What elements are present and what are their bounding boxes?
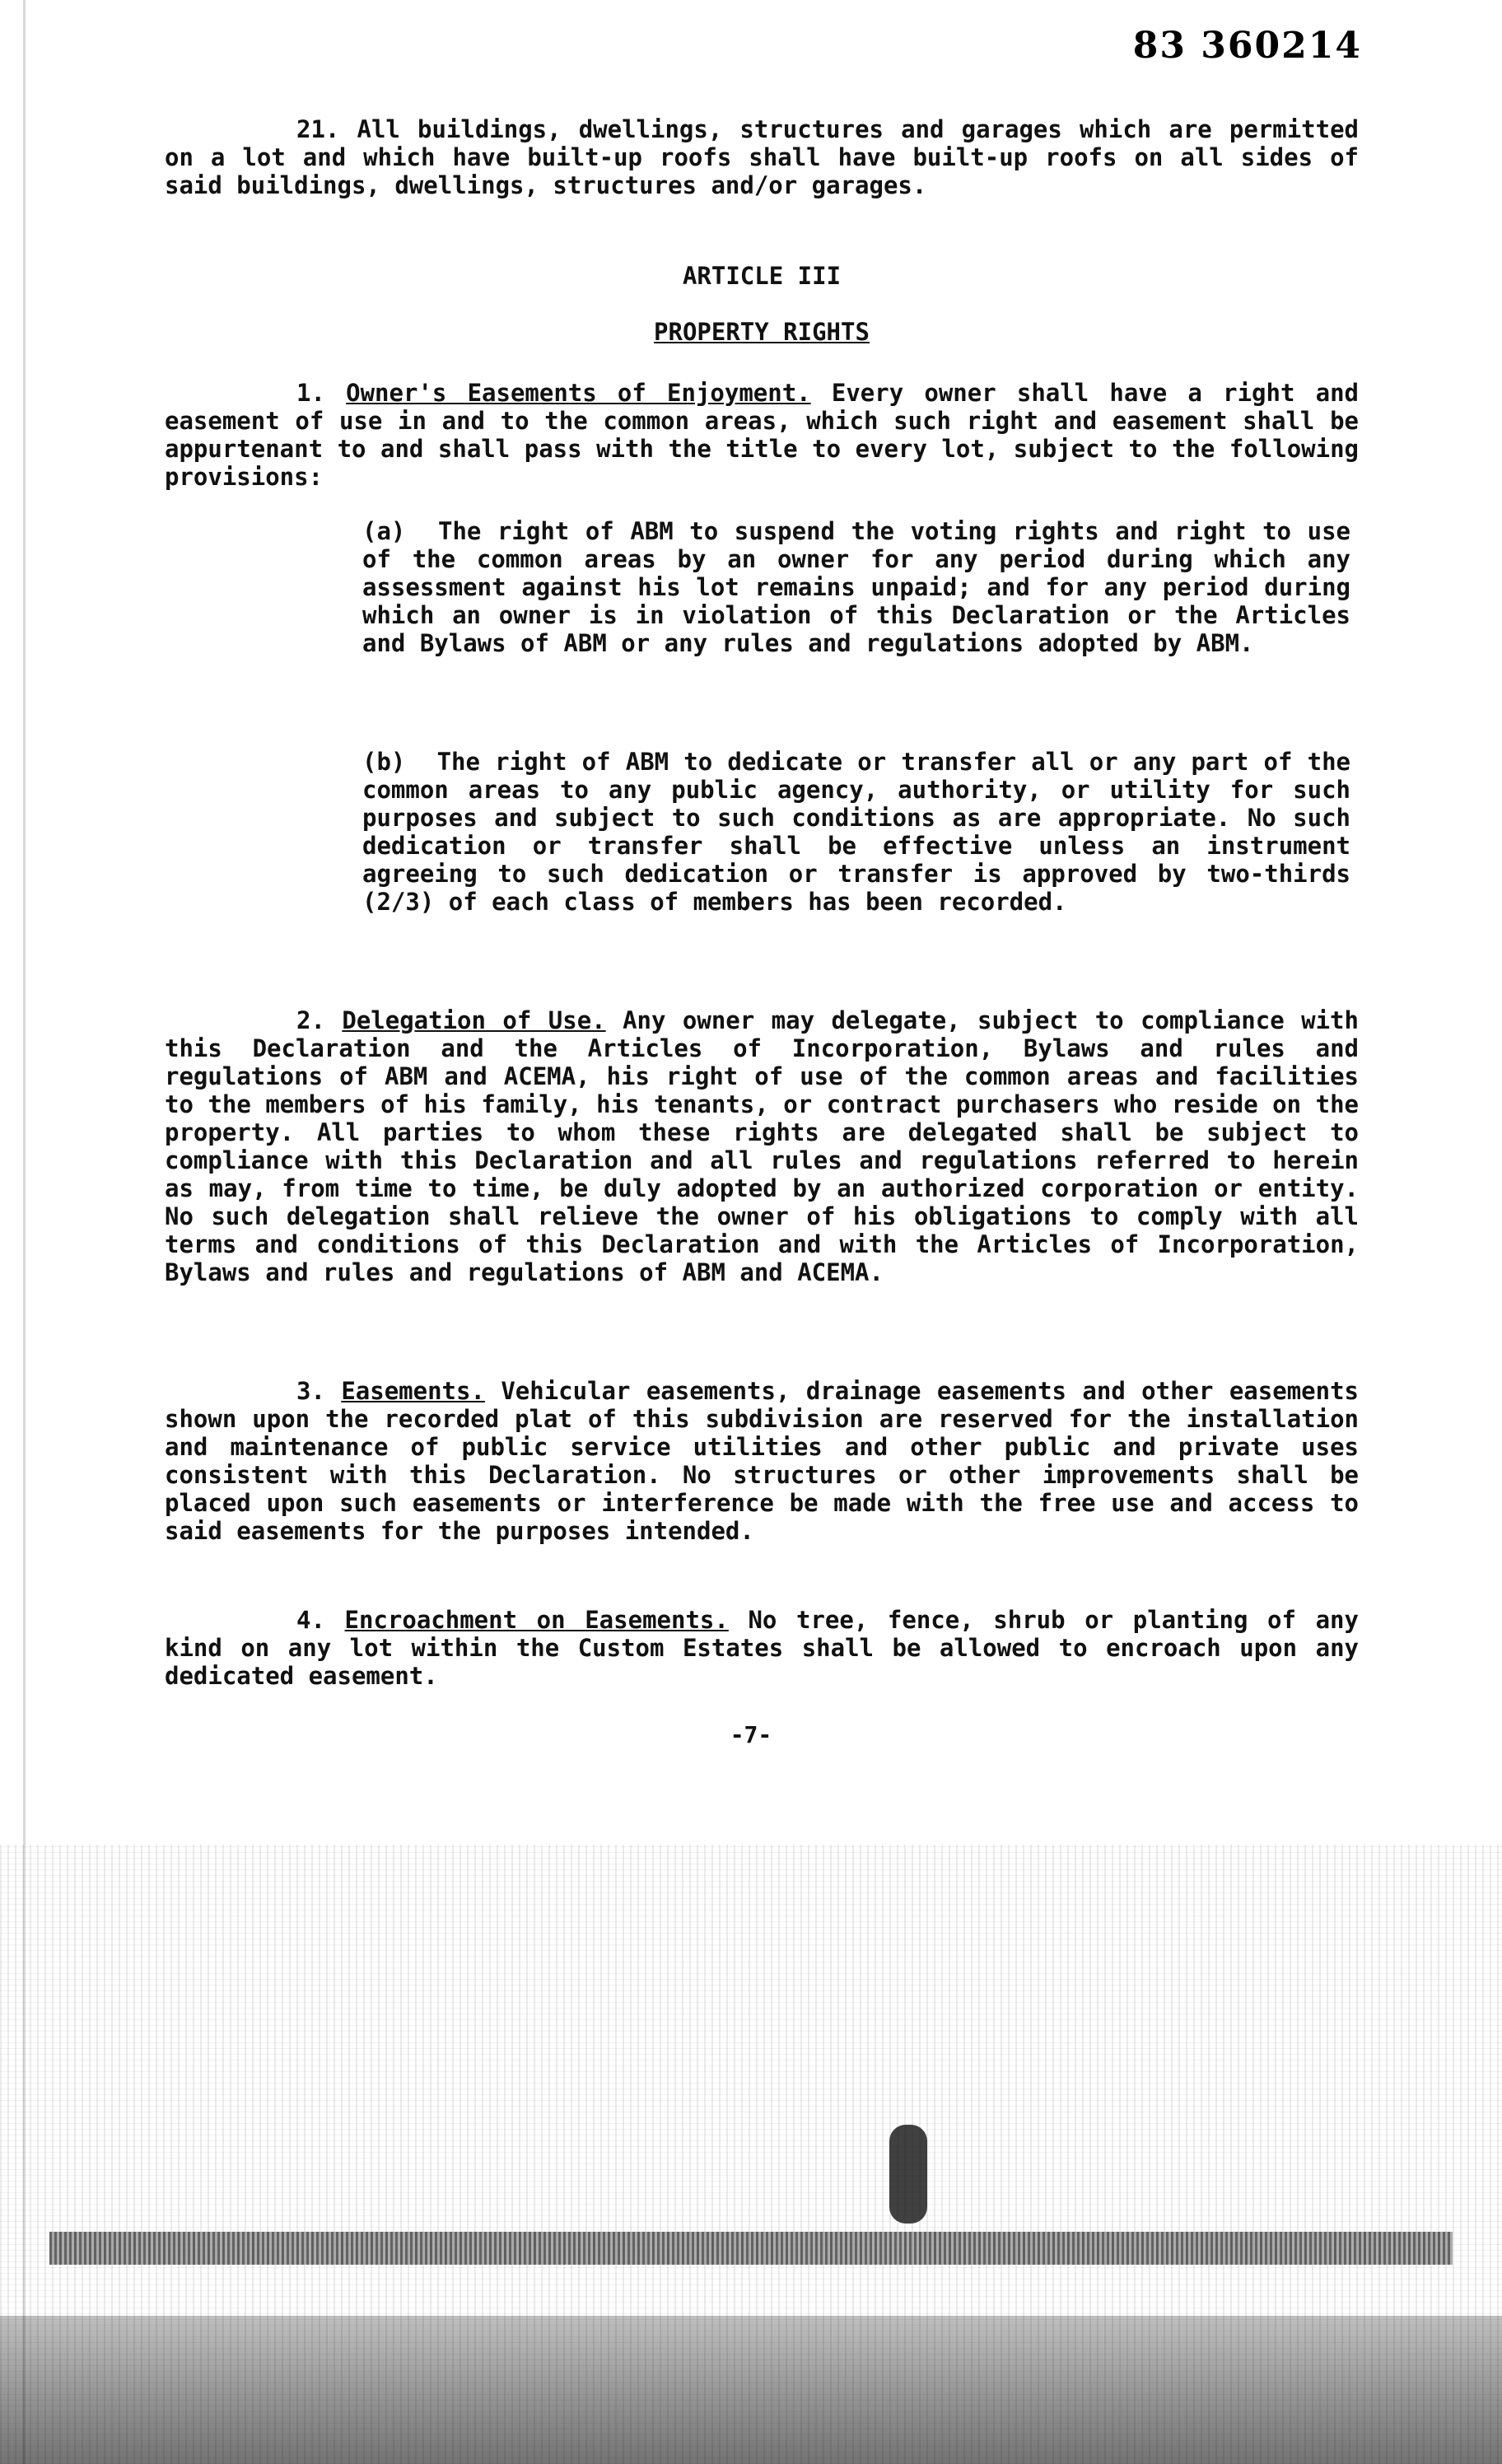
section-4-title: Encroachment on Easements. [344, 1606, 729, 1634]
section-2-body: Any owner may delegate, subject to compliance with this Declaration and the Articles of Incorporation, Bylaws and rules and regulations of ABM and ACEMA, his right of use of the common areas and facilities to the members of his family, his tenants, or contract purchasers who reside on the property. All parties to whom these rights are delegated shall be subject to compliance with this Declaration and all rules and regulations referred to herein as may, from time to time, be duly adopted by an authorized corporation or entity. No such delegation shall relieve the owner of his obligations to comply with all terms and conditions of this Declaration and with the Articles of Incorporation, Bylaws and rules and regulations of ABM and ACEMA. [165, 1006, 1359, 1286]
article-heading: ARTICLE III [682, 262, 842, 290]
scan-dark-footer [0, 2316, 1502, 2464]
section-1-paragraph [165, 379, 1359, 491]
section-1a-paragraph [362, 517, 1350, 657]
section-1a-body: The right of ABM to suspend the voting rights and right to use of the common areas by an owner for any period during which any assessment against his lot remains unpaid; and for any period during which an owner is in violation of this Declaration or the Articles and Bylaws of ABM or any rules and regulations adopted by ABM. [362, 517, 1350, 657]
page-number: -7- [730, 1721, 772, 1748]
document-number: 83 360214 [1132, 25, 1362, 67]
section-3-body: Vehicular easements, drainage easements and other easements shown upon the recorded plat of this subdivision are reserved for the installation and maintenance of public service utilities and other public and private uses consistent with this Declaration. No structures or other improvements shall be placed upon such easements or interference be made with the free use and access to said easements for the purposes intended. [165, 1377, 1359, 1545]
scan-noise-band [49, 2232, 1453, 2265]
section-2-title: Delegation of Use. [342, 1006, 606, 1034]
paragraph-21: 21. All buildings, dwellings, structures and garages which are permitted on a lot and which have built-up roofs shall have built-up roofs on all sides of said buildings, dwellings, structures and/or garages. [165, 115, 1359, 199]
scan-blot [889, 2125, 927, 2224]
section-1b-paragraph [362, 748, 1350, 916]
section-2-paragraph [165, 1006, 1359, 1286]
section-heading: PROPERTY RIGHTS [654, 318, 870, 346]
section-3-number: 3. [296, 1377, 325, 1405]
section-2-number: 2. [296, 1006, 325, 1034]
section-1-body: Every owner shall have a right and easement of use in and to the common areas, which such right and easement shall be appurtenant to and shall pass with the title to every lot, subject to the following provisions: [165, 379, 1359, 491]
section-1a-label: (a) [362, 517, 406, 545]
section-3-title: Easements. [341, 1377, 485, 1405]
section-4-body: No tree, fence, shrub or planting of any kind on any lot within the Custom Estates shall be allowed to encroach upon any dedicated easement. [165, 1606, 1359, 1690]
section-1b-body: The right of ABM to dedicate or transfer all or any part of the common areas to any public agency, authority, or utility for such purposes and subject to such conditions as are appropriate. No such dedication or transfer shall be effective unless an instrument agreeing to such dedication or transfer is approved by two-thirds (2/3) of each class of members has been recorded. [362, 748, 1350, 916]
scan-noise-area [0, 1845, 1502, 2464]
section-4-number: 4. [296, 1606, 325, 1634]
section-1b-label: (b) [362, 748, 406, 776]
section-4-paragraph [165, 1606, 1359, 1690]
section-1-number: 1. [296, 379, 325, 407]
section-3-paragraph [165, 1377, 1359, 1545]
section-1-title: Owner's Easements of Enjoyment. [346, 379, 811, 407]
